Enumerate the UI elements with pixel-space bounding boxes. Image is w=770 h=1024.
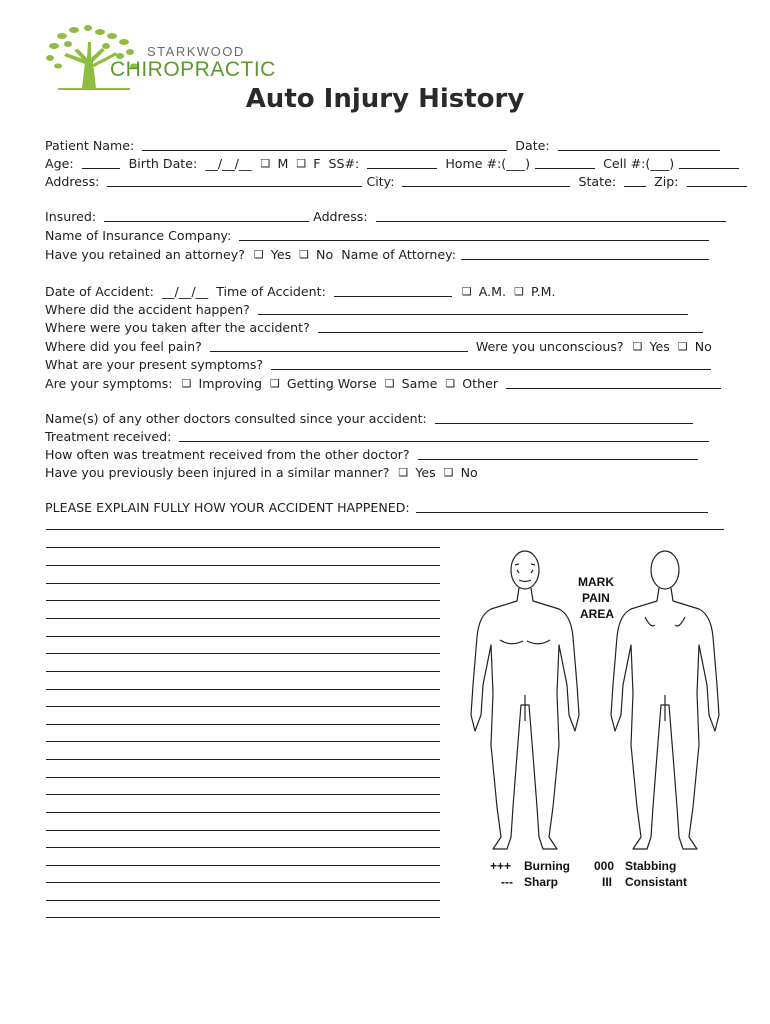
- explain-line[interactable]: [46, 917, 440, 918]
- where-taken-label: Where were you taken after the accident?: [45, 320, 310, 335]
- patient-name-field[interactable]: [142, 137, 507, 151]
- explain-line[interactable]: [46, 618, 440, 619]
- explain-label: PLEASE EXPLAIN FULLY HOW YOUR ACCIDENT HAPPENED:: [45, 500, 410, 515]
- row-explain: [45, 499, 725, 517]
- checkbox-improving-icon[interactable]: ❑: [181, 377, 192, 390]
- checkbox-attorney-no-icon[interactable]: ❑: [299, 248, 310, 261]
- attorney-no-label: No: [316, 247, 334, 262]
- accident-time-label: Time of Accident:: [216, 284, 326, 299]
- treatment-received-label: Treatment received:: [45, 429, 172, 444]
- insured-field[interactable]: [104, 208, 309, 222]
- prior-no-label: No: [460, 465, 478, 480]
- city-field[interactable]: [402, 173, 570, 187]
- where-taken-field[interactable]: [318, 319, 703, 333]
- explain-line[interactable]: [46, 794, 440, 795]
- checkbox-worse-icon[interactable]: ❑: [270, 377, 280, 390]
- explain-line[interactable]: [46, 865, 440, 866]
- accident-time-field[interactable]: [334, 283, 452, 297]
- accident-date-label: Date of Accident:: [45, 284, 154, 299]
- checkbox-m-icon[interactable]: ❑: [260, 157, 271, 170]
- improving-label: Improving: [198, 376, 263, 391]
- checkbox-same-icon[interactable]: ❑: [384, 377, 395, 390]
- insurance-company-field[interactable]: [239, 227, 709, 241]
- explain-line[interactable]: [46, 812, 440, 813]
- cell-label: Cell #:(___): [603, 156, 675, 171]
- legend-label-consistant: Consistant: [625, 875, 688, 889]
- row-insurance-company: [45, 227, 725, 245]
- state-label: State:: [578, 174, 617, 189]
- unconscious-no-label: No: [694, 339, 712, 354]
- insurance-company-label: Name of Insurance Company:: [45, 228, 232, 243]
- birth-date-label: Birth Date:: [128, 156, 198, 171]
- row-address: [45, 173, 725, 191]
- back-body-icon: [611, 551, 719, 849]
- address-field[interactable]: [107, 173, 362, 187]
- patient-name-label: Patient Name:: [45, 138, 135, 153]
- mark-label-1: MARK: [578, 575, 614, 589]
- symptom-status-label: Are your symptoms:: [45, 376, 173, 391]
- row-prior-injury: [45, 464, 725, 482]
- other-doctors-field[interactable]: [435, 410, 693, 424]
- home-field[interactable]: [535, 155, 595, 169]
- checkbox-f-icon[interactable]: ❑: [296, 157, 307, 170]
- age-label: Age:: [45, 156, 74, 171]
- row-age: [45, 155, 725, 173]
- birth-date-field[interactable]: __/__/__: [205, 156, 252, 171]
- row-accident-date: [45, 283, 725, 301]
- legend-label-stabbing: Stabbing: [625, 859, 677, 873]
- other-doctors-label: Name(s) of any other doctors consulted since your accident:: [45, 411, 427, 426]
- front-body-icon: [471, 551, 579, 849]
- how-often-label: How often was treatment received from the other doctor?: [45, 447, 410, 462]
- page-title: Auto Injury History: [245, 84, 525, 114]
- how-often-field[interactable]: [418, 446, 698, 460]
- attorney-name-field[interactable]: [461, 246, 709, 260]
- explain-line[interactable]: [46, 583, 440, 584]
- where-pain-field[interactable]: [210, 338, 468, 352]
- same-label: Same: [401, 376, 438, 391]
- insured-address-field[interactable]: [376, 208, 726, 222]
- explain-line[interactable]: [46, 900, 440, 901]
- explain-line[interactable]: [46, 847, 440, 848]
- city-label: City:: [366, 174, 395, 189]
- explain-line[interactable]: [46, 882, 440, 883]
- attorney-yes-label: Yes: [270, 247, 292, 262]
- symptoms-label: What are your present symptoms?: [45, 357, 264, 372]
- row-where-taken: [45, 319, 725, 337]
- explain-line[interactable]: [46, 777, 440, 778]
- legend-symbol-burning: +++: [490, 859, 512, 873]
- am-label: A.M.: [478, 284, 507, 299]
- explain-line[interactable]: [46, 653, 440, 654]
- row-treatment-received: [45, 428, 725, 446]
- insured-label: Insured:: [45, 209, 97, 224]
- explain-line[interactable]: [46, 706, 440, 707]
- other-field[interactable]: [506, 375, 721, 389]
- where-pain-label: Where did you feel pain?: [45, 339, 202, 354]
- home-label: Home #:(___): [445, 156, 531, 171]
- logo-line1: STARKWOOD: [147, 44, 245, 59]
- treatment-received-field[interactable]: [179, 428, 709, 442]
- attorney-question: Have you retained an attorney?: [45, 247, 245, 262]
- m-label: M: [277, 156, 289, 171]
- legend-symbol-stabbing: 000: [594, 859, 615, 873]
- logo-line2: CHIROPRACTIC: [110, 58, 276, 81]
- row-symptoms: [45, 356, 725, 374]
- explain-line[interactable]: [46, 724, 440, 725]
- checkbox-other-icon[interactable]: ❑: [445, 377, 456, 390]
- state-field[interactable]: [624, 173, 646, 187]
- explain-line-full[interactable]: [46, 529, 724, 530]
- where-happen-label: Where did the accident happen?: [45, 302, 250, 317]
- prior-yes-label: Yes: [415, 465, 436, 480]
- checkbox-prior-yes-icon[interactable]: ❑: [398, 466, 409, 479]
- checkbox-attorney-yes-icon[interactable]: ❑: [253, 248, 264, 261]
- explain-line[interactable]: [46, 636, 440, 637]
- other-label: Other: [462, 376, 499, 391]
- date-field[interactable]: [558, 137, 720, 151]
- unconscious-yes-label: Yes: [649, 339, 670, 354]
- symptoms-field[interactable]: [271, 356, 711, 370]
- pm-label: P.M.: [530, 284, 556, 299]
- address-label: Address:: [45, 174, 100, 189]
- date-label: Date:: [515, 138, 550, 153]
- zip-field[interactable]: [687, 173, 747, 187]
- explain-line[interactable]: [46, 565, 440, 566]
- worse-label: Getting Worse: [286, 376, 377, 391]
- row-symptom-status: [45, 375, 725, 393]
- legend-label-sharp: Sharp: [524, 875, 559, 889]
- prior-injury-label: Have you previously been injured in a similar manner?: [45, 465, 390, 480]
- body-diagram[interactable]: [455, 545, 735, 860]
- mark-label-2: PAIN: [582, 591, 610, 605]
- row-attorney: [45, 246, 725, 264]
- zip-label: Zip:: [654, 174, 679, 189]
- where-happen-field[interactable]: [258, 301, 688, 315]
- checkbox-unconscious-no-icon[interactable]: ❑: [677, 340, 688, 353]
- row-insured: [45, 208, 725, 226]
- row-where-happen: [45, 301, 725, 319]
- explain-field-first[interactable]: [416, 499, 708, 513]
- f-label: F: [313, 156, 321, 171]
- explain-line[interactable]: [46, 547, 440, 548]
- explain-line[interactable]: [46, 830, 440, 831]
- checkbox-pm-icon[interactable]: ❑: [514, 285, 524, 298]
- attorney-name-label: Name of Attorney:: [341, 247, 456, 262]
- ss-label: SS#:: [328, 156, 360, 171]
- explain-line[interactable]: [46, 759, 440, 760]
- explain-line[interactable]: [46, 600, 440, 601]
- cell-field[interactable]: [679, 155, 739, 169]
- row-patient-name: [45, 137, 725, 155]
- row-other-doctors: [45, 410, 725, 428]
- age-field[interactable]: [82, 155, 120, 169]
- legend-label-burning: Burning: [524, 859, 570, 873]
- unconscious-question: Were you unconscious?: [475, 339, 624, 354]
- insured-address-label: Address:: [313, 209, 368, 224]
- legend-symbol-sharp: ---: [501, 875, 513, 889]
- row-where-pain: [45, 338, 725, 356]
- accident-date-field[interactable]: __/__/__: [161, 284, 209, 299]
- legend-symbol-consistant: III: [602, 875, 613, 889]
- explain-line[interactable]: [46, 689, 440, 690]
- ss-field[interactable]: [367, 155, 437, 169]
- row-how-often: [45, 446, 725, 464]
- logo: [44, 22, 276, 90]
- explain-line[interactable]: [46, 671, 440, 672]
- checkbox-unconscious-yes-icon[interactable]: ❑: [632, 340, 643, 353]
- mark-label-3: AREA: [580, 607, 615, 621]
- checkbox-prior-no-icon[interactable]: ❑: [443, 466, 454, 479]
- checkbox-am-icon[interactable]: ❑: [461, 285, 472, 298]
- explain-line[interactable]: [46, 741, 440, 742]
